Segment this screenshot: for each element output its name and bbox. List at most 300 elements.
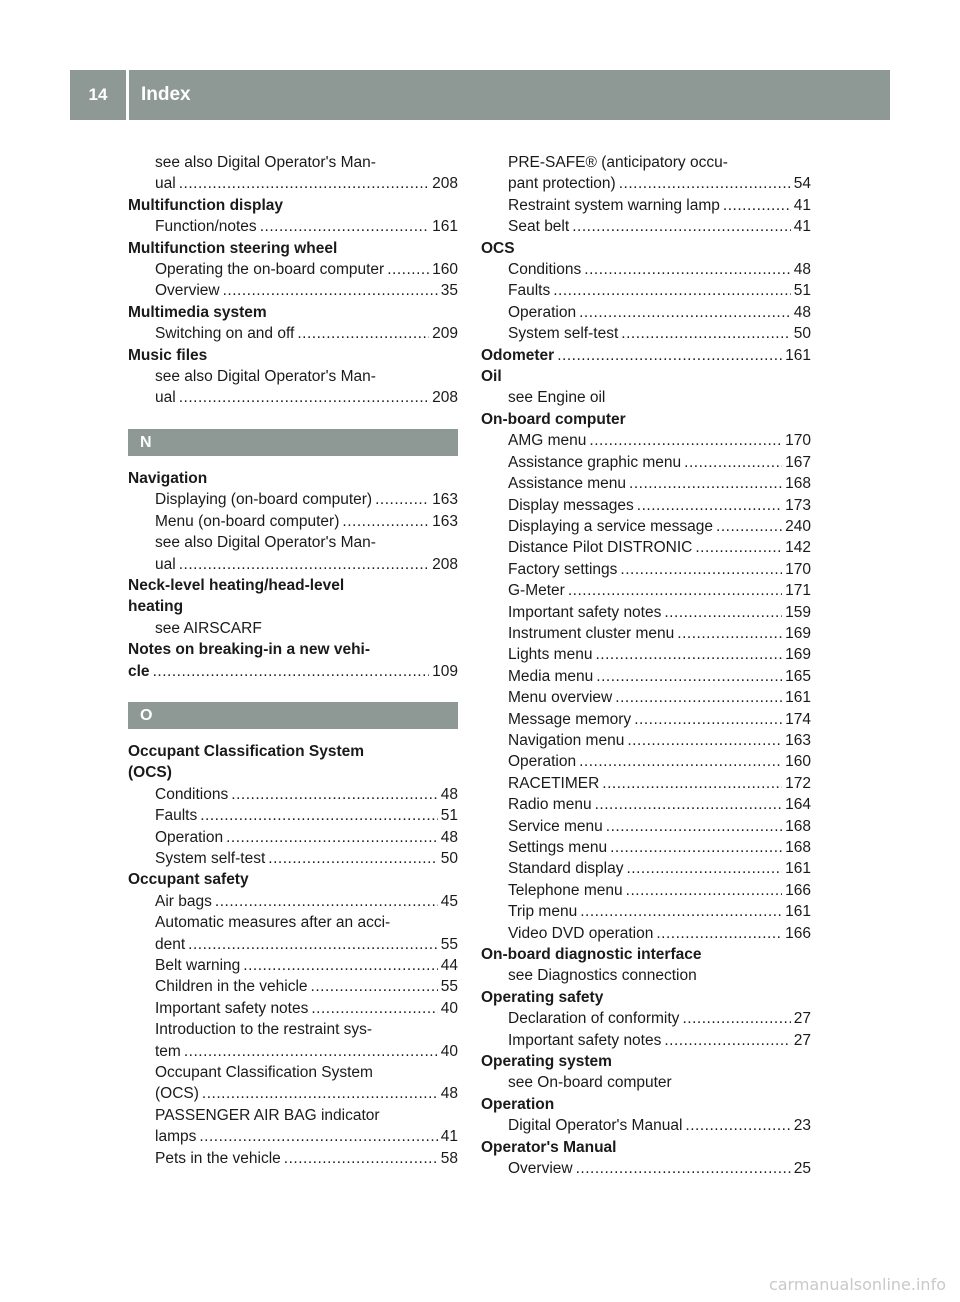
dot-leader (184, 1041, 438, 1062)
page-reference[interactable]: 170 (785, 432, 811, 450)
index-entry (481, 923, 811, 944)
page-reference[interactable]: 171 (785, 582, 811, 600)
page-reference[interactable]: 161 (785, 860, 811, 878)
index-entry-line (128, 173, 458, 194)
index-entry-text: see On-board computer (508, 1074, 672, 1092)
index-entry-text: Belt warning (155, 957, 241, 974)
index-entry (481, 216, 811, 237)
page-reference[interactable]: 209 (432, 325, 458, 343)
index-entry-text: Automatic measures after an acci- (155, 914, 391, 932)
page-reference[interactable]: 40 (440, 999, 458, 1017)
dot-leader (627, 730, 782, 751)
index-entry-line (481, 751, 811, 772)
index-entry (481, 430, 811, 451)
page-reference[interactable]: 170 (785, 560, 811, 578)
index-entry (128, 1019, 458, 1040)
index-entry-text: Instrument cluster menu (508, 624, 675, 642)
index-entry (128, 827, 458, 848)
dot-leader (188, 934, 438, 955)
index-entry-text: Overview (508, 1160, 573, 1178)
index-entry (128, 784, 458, 805)
dot-leader (723, 195, 791, 216)
page-reference[interactable]: 27 (793, 1010, 811, 1028)
index-heading (128, 575, 458, 596)
page-reference[interactable]: 160 (432, 261, 458, 279)
index-entry (481, 345, 811, 366)
index-entry-line (128, 1041, 458, 1062)
dot-leader (615, 687, 782, 708)
index-entry-text: G-Meter (508, 582, 565, 600)
page-reference[interactable]: 55 (440, 935, 458, 953)
index-entry-line (481, 837, 811, 858)
index-entry-line (128, 511, 458, 532)
dot-leader (243, 955, 437, 976)
dot-leader (311, 976, 438, 997)
index-entry (128, 152, 458, 173)
page-reference[interactable]: 168 (785, 475, 811, 493)
index-entry-line (481, 580, 811, 601)
index-entry-line (128, 259, 458, 280)
index-entry (128, 489, 458, 510)
index-heading-text: Music files (128, 346, 208, 364)
index-entry (481, 602, 811, 623)
index-entry-text: Navigation menu (508, 731, 625, 749)
index-entry (128, 1126, 458, 1147)
page-reference[interactable]: 172 (785, 774, 811, 792)
index-entry-line (481, 730, 811, 751)
index-entry (128, 387, 458, 408)
index-entry-line (481, 323, 811, 344)
index-heading-text: Operator's Manual (481, 1138, 617, 1156)
index-entry-line (481, 794, 811, 815)
index-heading (128, 596, 458, 617)
page-reference[interactable]: 45 (440, 892, 458, 910)
index-entry (481, 387, 811, 408)
page-reference[interactable]: 163 (432, 491, 458, 509)
page-reference[interactable]: 160 (785, 753, 811, 771)
dot-leader (606, 816, 782, 837)
index-entry (128, 280, 458, 301)
dot-leader (268, 848, 438, 869)
dot-leader (621, 323, 791, 344)
index-entry (128, 1041, 458, 1062)
index-entry (481, 794, 811, 815)
page-reference[interactable]: 169 (785, 646, 811, 664)
index-entry-text: RACETIMER (508, 774, 600, 792)
index-entry (481, 195, 811, 216)
index-entry (481, 495, 811, 516)
page-reference[interactable]: 208 (432, 389, 458, 407)
page-reference[interactable]: 174 (785, 710, 811, 728)
index-entry (128, 173, 458, 194)
page-reference[interactable]: 208 (432, 175, 458, 193)
index-entry (481, 901, 811, 922)
section-letter-header: O (128, 702, 458, 729)
index-entry-text: Displaying a service message (508, 517, 714, 535)
index-entry-line (481, 452, 811, 473)
page-reference[interactable]: 35 (440, 282, 458, 300)
index-entry-text: Operation (508, 753, 577, 771)
index-entry (481, 687, 811, 708)
index-entry-text: Declaration of conformity (508, 1010, 680, 1028)
index-entry-text: Telephone menu (508, 881, 623, 899)
index-entry (128, 998, 458, 1019)
index-entry-text: Standard display (508, 860, 624, 878)
page-reference[interactable]: 161 (785, 903, 811, 921)
dot-leader (685, 1115, 790, 1136)
index-heading-text: Occupant Classification System (128, 742, 365, 760)
page-reference[interactable]: 23 (793, 1117, 811, 1135)
index-heading (128, 639, 458, 660)
index-entry-text: AMG menu (508, 432, 587, 450)
index-heading-text: OCS (481, 239, 515, 257)
dot-leader (682, 1008, 790, 1029)
index-entry-line (481, 1008, 811, 1029)
index-entry-line (481, 923, 811, 944)
dot-leader (199, 1126, 437, 1147)
index-entry-line (481, 516, 811, 537)
index-entry-text: Displaying (on-board computer) (155, 491, 373, 509)
dot-leader (153, 661, 430, 682)
index-entry (481, 816, 811, 837)
index-entry-line (128, 784, 458, 805)
page-number: 14 (88, 85, 108, 104)
dot-leader (626, 880, 783, 901)
index-entry (481, 1072, 811, 1093)
index-entry-line (481, 1158, 811, 1179)
index-entry-line (481, 430, 811, 451)
dot-leader (595, 794, 783, 815)
index-entry (481, 1115, 811, 1136)
dot-leader (626, 858, 782, 879)
index-entry-line (481, 858, 811, 879)
index-heading (128, 238, 458, 259)
page-reference[interactable]: 169 (785, 624, 811, 642)
index-entry-text: (OCS) (155, 1085, 199, 1103)
index-entry-line (481, 280, 811, 301)
index-entry (128, 323, 458, 344)
dot-leader (297, 323, 429, 344)
index-heading-text: Oil (481, 368, 502, 386)
page-reference[interactable]: 25 (793, 1160, 811, 1178)
index-entry-text: see also Digital Operator's Man- (155, 534, 376, 552)
index-entry-line (481, 345, 811, 366)
page-reference[interactable]: 167 (785, 453, 811, 471)
index-entry-text: System self-test (508, 325, 619, 343)
page-reference[interactable]: 40 (440, 1042, 458, 1060)
index-entry-line (128, 955, 458, 976)
index-entry-text: Operation (508, 303, 577, 321)
page-reference[interactable]: 48 (440, 785, 458, 803)
index-entry-line (481, 302, 811, 323)
index-entry-text: Message memory (508, 710, 632, 728)
dot-leader (284, 1148, 438, 1169)
section-letter-header: N (128, 429, 458, 456)
page-reference[interactable]: 109 (432, 662, 458, 680)
watermark: carmanualsonline.info (768, 1275, 946, 1294)
dot-leader (664, 602, 782, 623)
index-entry (481, 537, 811, 558)
dot-leader (342, 511, 429, 532)
index-entry-line (481, 666, 811, 687)
dot-leader (200, 805, 438, 826)
index-entry-text: Conditions (155, 785, 229, 803)
index-entry-line (128, 1148, 458, 1169)
dot-leader (595, 644, 782, 665)
index-entry (481, 1030, 811, 1051)
index-entry (481, 858, 811, 879)
index-heading (128, 762, 458, 783)
index-entry-text: Pets in the vehicle (155, 1149, 281, 1167)
index-heading-text: On-board computer (481, 410, 626, 428)
dot-leader (179, 387, 429, 408)
index-entry-line (481, 495, 811, 516)
page-reference[interactable]: 50 (793, 325, 811, 343)
index-entry-text: Introduction to the restraint sys- (155, 1021, 373, 1039)
dot-leader (311, 998, 437, 1019)
page-reference[interactable]: 48 (793, 261, 811, 279)
dot-leader (610, 837, 782, 858)
index-entry-text: Conditions (508, 261, 582, 279)
index-heading-text: Navigation (128, 469, 208, 487)
page-reference[interactable]: 51 (793, 282, 811, 300)
index-entry (128, 805, 458, 826)
index-entry (481, 751, 811, 772)
index-entry-line (481, 623, 811, 644)
index-entry-text: Radio menu (508, 796, 592, 814)
index-heading-text: Occupant safety (128, 871, 249, 889)
index-heading (481, 366, 811, 387)
index-entry-line (128, 998, 458, 1019)
dot-leader (602, 773, 782, 794)
dot-leader (589, 430, 782, 451)
page-reference[interactable]: 163 (785, 731, 811, 749)
index-heading (128, 195, 458, 216)
index-entry (128, 1083, 458, 1104)
index-entry-text: PRE-SAFE® (anticipatory occu- (508, 154, 728, 171)
index-entry (128, 554, 458, 575)
page-reference[interactable]: 48 (793, 303, 811, 321)
index-heading-text: On-board diagnostic interface (481, 946, 702, 964)
index-entry-text: Seat belt (508, 218, 570, 236)
page-reference[interactable]: 168 (785, 817, 811, 835)
dot-leader (387, 259, 429, 280)
index-entry-text: Menu (on-board computer) (155, 512, 340, 530)
page-reference[interactable]: 161 (432, 218, 458, 236)
dot-leader (202, 1083, 438, 1104)
dot-leader (637, 495, 782, 516)
index-entry (481, 1008, 811, 1029)
index-entry (128, 1062, 458, 1083)
page-reference[interactable]: 51 (440, 807, 458, 825)
page-reference[interactable]: 161 (785, 346, 811, 364)
page-reference[interactable]: 55 (440, 978, 458, 996)
index-entry-text: Digital Operator's Manual (508, 1117, 683, 1135)
index-entry-text: Trip menu (508, 903, 578, 921)
page-reference[interactable]: 168 (785, 839, 811, 856)
dot-leader (568, 580, 782, 601)
index-entry-text: Operation (155, 828, 224, 846)
index-entry-line (128, 891, 458, 912)
dot-leader (572, 216, 791, 237)
dot-leader (579, 751, 782, 772)
index-entry (128, 366, 458, 387)
page-reference[interactable]: 48 (440, 828, 458, 846)
index-entry-line (128, 848, 458, 869)
index-entry-text: Switching on and off (155, 325, 295, 343)
dot-leader (684, 452, 782, 473)
index-entry-text: Important safety notes (508, 1031, 662, 1049)
index-entry-text: Assistance graphic menu (508, 453, 682, 471)
dot-leader (375, 489, 429, 510)
index-heading-text: (OCS) (128, 764, 172, 782)
index-entry (481, 516, 811, 537)
index-entry-text: Faults (508, 282, 551, 300)
page-reference[interactable]: 27 (793, 1031, 811, 1049)
dot-leader (260, 216, 429, 237)
page-header-bar (70, 70, 890, 120)
dot-leader (553, 280, 791, 301)
index-entry (481, 323, 811, 344)
index-entry-line (481, 816, 811, 837)
dot-leader (576, 1158, 791, 1179)
page-reference[interactable]: 240 (785, 517, 811, 535)
index-entry (128, 955, 458, 976)
dot-leader (580, 901, 782, 922)
index-entry (128, 532, 458, 553)
index-entry-line (481, 773, 811, 794)
index-entry-line (481, 473, 811, 494)
index-entry-text: Restraint system warning lamp (508, 196, 720, 214)
index-entry (128, 891, 458, 912)
index-heading (481, 944, 811, 965)
index-entry-line (481, 173, 811, 194)
index-entry-text: PASSENGER AIR BAG indicator (155, 1106, 380, 1124)
index-entry (481, 152, 811, 173)
index-entry (481, 259, 811, 280)
index-heading (128, 869, 458, 890)
index-entry-text: ual (155, 175, 176, 193)
index-heading (481, 1051, 811, 1072)
dot-leader (179, 554, 429, 575)
index-heading-text: heating (128, 598, 184, 616)
index-entry (128, 216, 458, 237)
index-heading (481, 1094, 811, 1115)
index-entry-text: Display messages (508, 496, 634, 514)
page-reference[interactable]: 173 (785, 496, 811, 514)
index-entry-text: Settings menu (508, 839, 608, 856)
page-reference[interactable]: 41 (440, 1128, 458, 1146)
index-entry-line (481, 687, 811, 708)
index-entry-text: Air bags (155, 892, 212, 910)
index-entry-line (128, 661, 458, 682)
page-reference[interactable]: 166 (785, 881, 811, 899)
index-entry-line (128, 827, 458, 848)
index-entry (128, 511, 458, 532)
index-entry (481, 280, 811, 301)
index-heading-text: Multimedia system (128, 303, 267, 321)
index-entry-text: ual (155, 389, 176, 407)
dot-leader (716, 516, 782, 537)
index-entry-text: Important safety notes (508, 603, 662, 621)
index-entry (128, 259, 458, 280)
dot-leader (584, 259, 791, 280)
page-reference[interactable]: 54 (793, 175, 811, 193)
page-reference[interactable]: 142 (785, 539, 811, 557)
index-heading (481, 987, 811, 1008)
dot-leader (226, 827, 438, 848)
index-entry-line (481, 259, 811, 280)
page-reference[interactable]: 58 (440, 1149, 458, 1167)
page-reference[interactable]: 208 (432, 555, 458, 573)
index-column-right (481, 152, 811, 1180)
index-entry-text: lamps (155, 1128, 197, 1146)
page-reference[interactable]: 164 (785, 796, 811, 814)
page-reference[interactable]: 50 (440, 849, 458, 867)
index-entry (128, 661, 458, 682)
index-entry (481, 880, 811, 901)
index-entry (481, 644, 811, 665)
index-heading (128, 468, 458, 489)
page-reference[interactable]: 161 (785, 689, 811, 707)
index-entry-line (481, 537, 811, 558)
page-reference[interactable]: 41 (793, 218, 811, 236)
index-entry-line (128, 280, 458, 301)
index-entry-text: ual (155, 555, 176, 573)
page-title: Index (141, 84, 191, 105)
dot-leader (620, 559, 782, 580)
index-entry (481, 623, 811, 644)
index-entry-line (128, 554, 458, 575)
page-reference[interactable]: 41 (793, 196, 811, 214)
index-entry-line (481, 559, 811, 580)
page-reference[interactable]: 159 (785, 603, 811, 621)
index-heading (128, 741, 458, 762)
index-heading-text: Notes on breaking-in a new vehi- (128, 641, 371, 659)
page-reference[interactable]: 163 (432, 512, 458, 530)
dot-leader (215, 891, 438, 912)
index-entry (128, 618, 458, 639)
dot-leader (557, 345, 782, 366)
index-entry-text: Assistance menu (508, 475, 627, 493)
index-entry-text: see AIRSCARF (155, 619, 262, 637)
page-reference[interactable]: 48 (440, 1085, 458, 1103)
index-heading-text: Operating safety (481, 988, 604, 1006)
index-entry-text: pant protection) (508, 175, 616, 193)
index-entry-text: Service menu (508, 817, 603, 835)
page-reference[interactable]: 44 (440, 957, 458, 974)
index-entry-text: tem (155, 1042, 181, 1060)
index-entry-text: Video DVD operation (508, 924, 654, 942)
index-entry (481, 452, 811, 473)
page-reference[interactable]: 166 (785, 924, 811, 942)
index-entry (481, 666, 811, 687)
index-entry-line (481, 901, 811, 922)
index-entry-line (481, 1115, 811, 1136)
dot-leader (695, 537, 782, 558)
index-entry-line (481, 880, 811, 901)
dot-leader (579, 302, 791, 323)
index-entry (128, 934, 458, 955)
index-entry-line (481, 216, 811, 237)
dot-leader (596, 666, 782, 687)
page-reference[interactable]: 165 (785, 667, 811, 685)
index-heading (481, 1137, 811, 1158)
index-entry-line (481, 1030, 811, 1051)
dot-leader (656, 923, 782, 944)
index-entry-text: Lights menu (508, 646, 593, 664)
index-entry-line (481, 602, 811, 623)
